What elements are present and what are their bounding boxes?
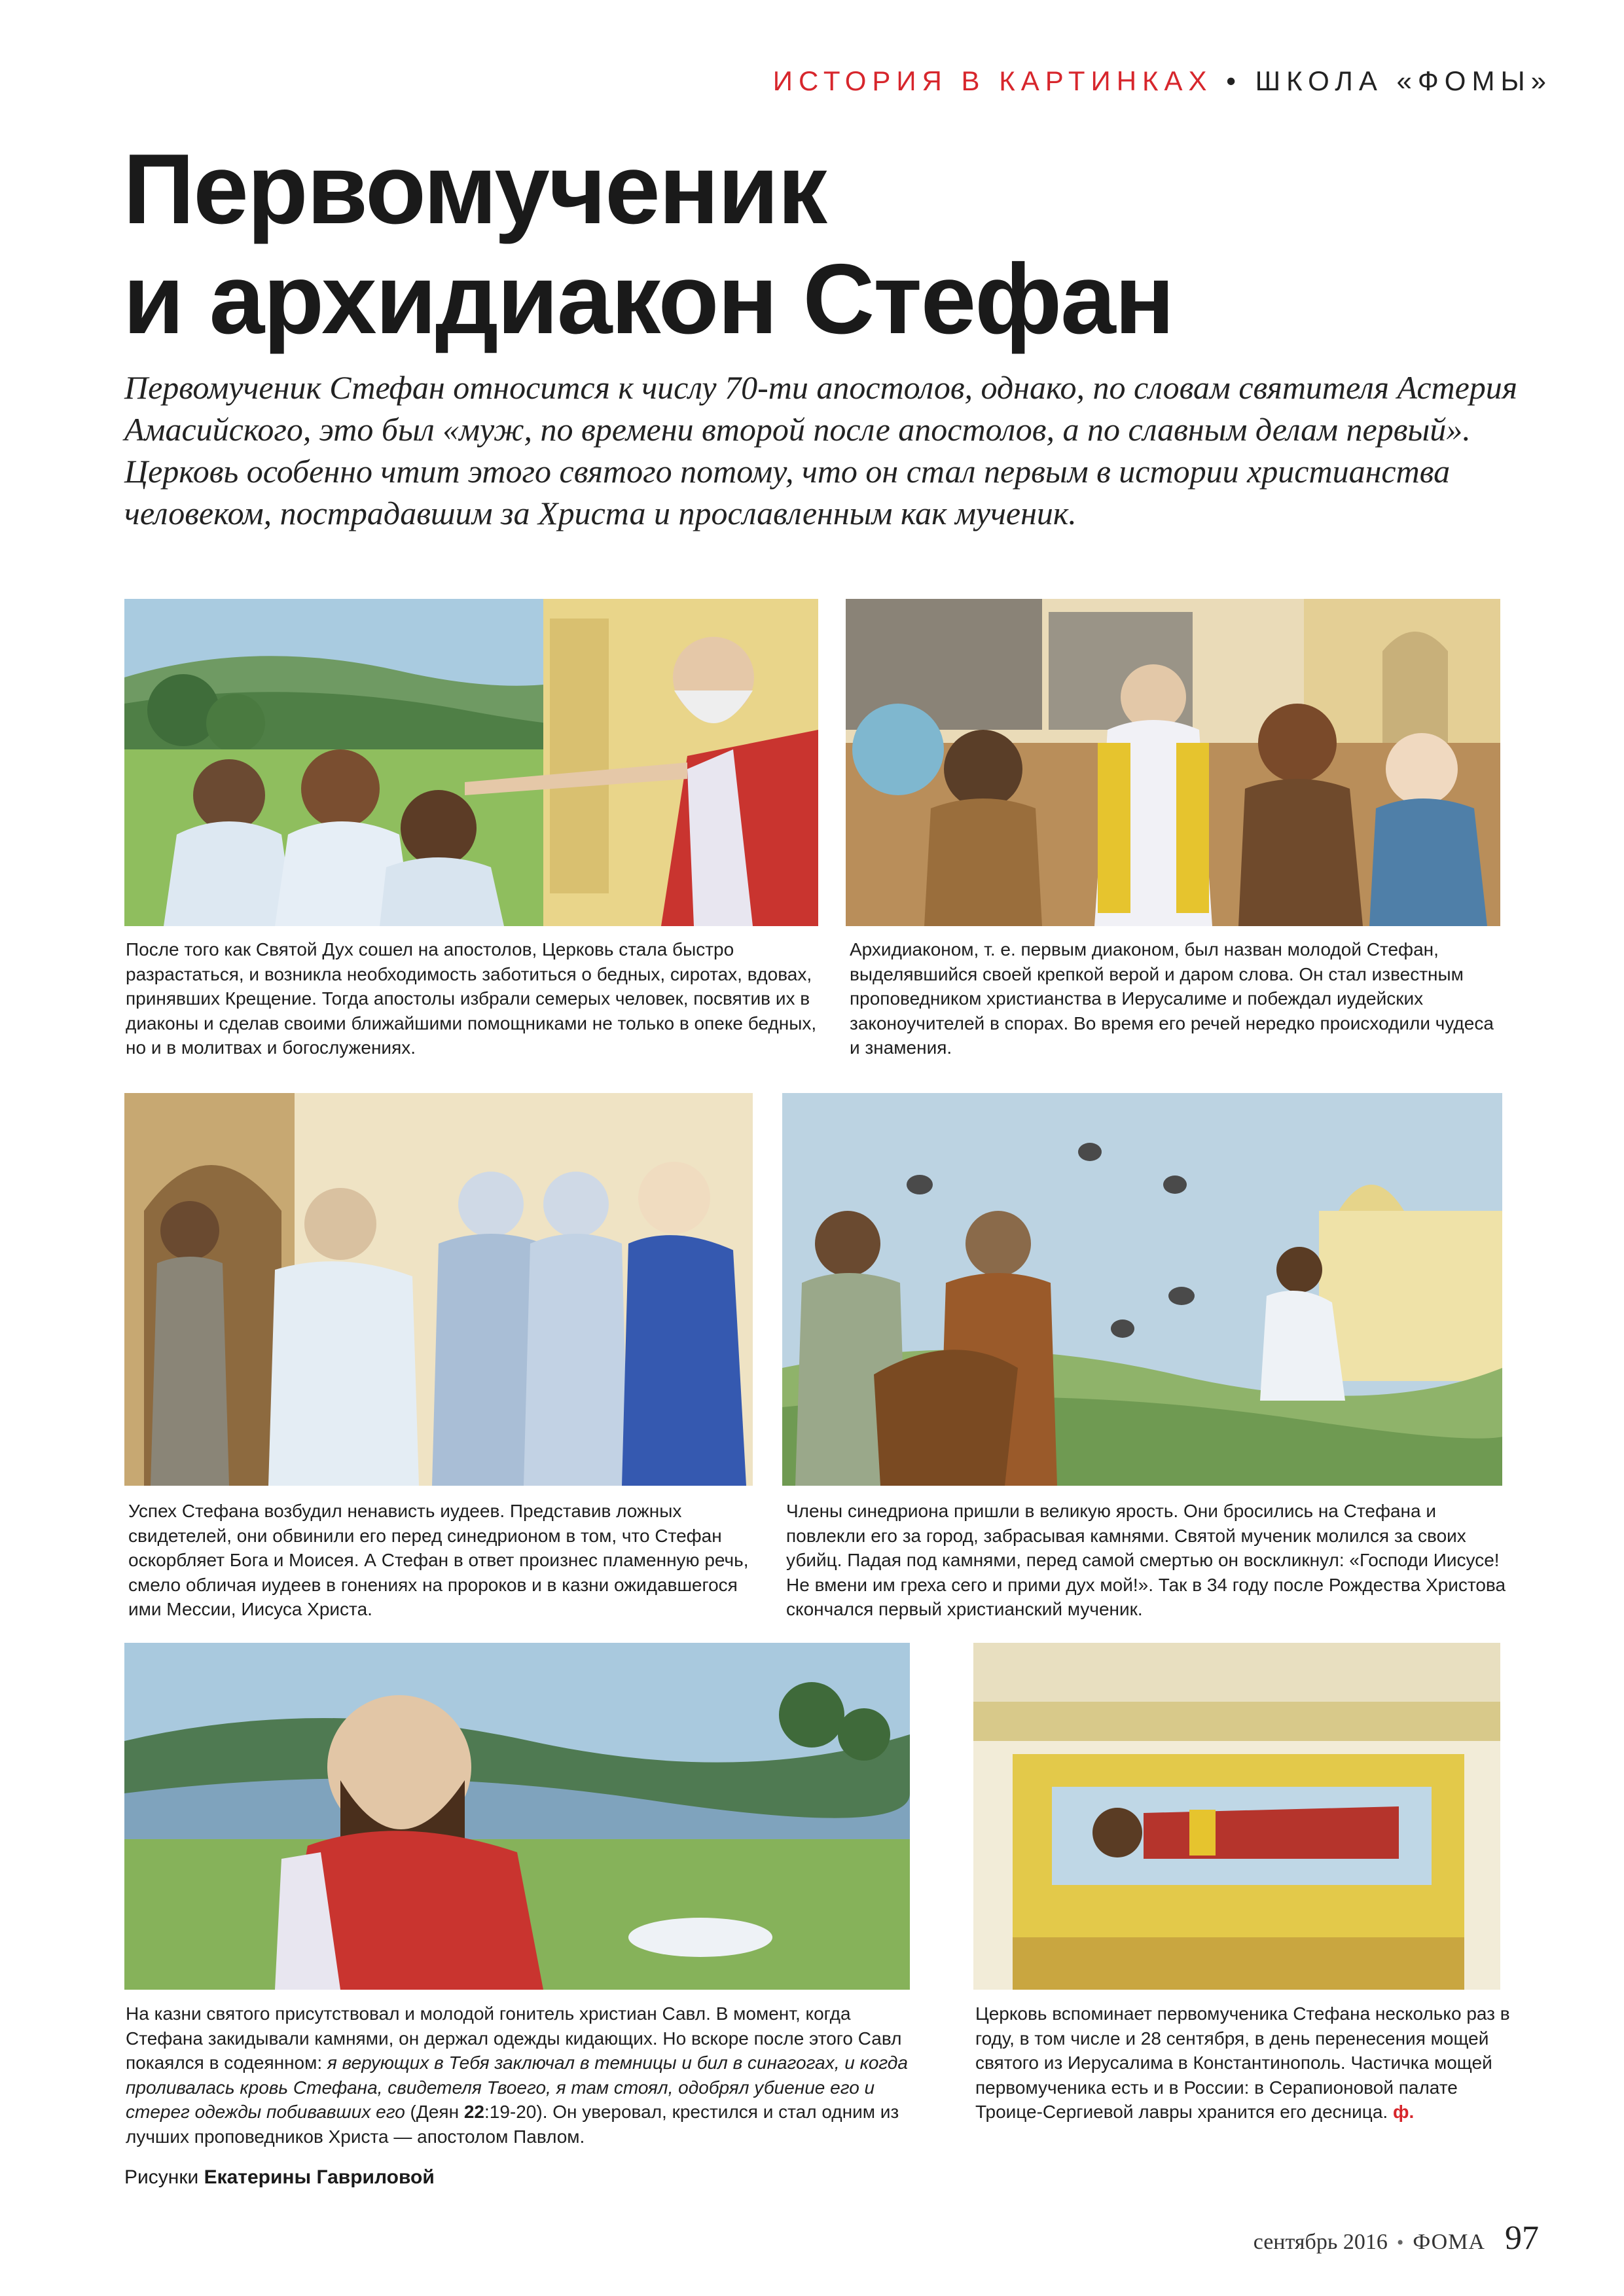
page-footer xyxy=(1254,2219,1539,2257)
footer-separator: • xyxy=(1396,2232,1404,2253)
caption-panel-5-ref-num: 22 xyxy=(463,2102,484,2122)
illustration-apostles-ordination xyxy=(124,599,818,926)
illustration-stephen-sanhedrin xyxy=(124,1093,753,1486)
rubric-main: ИСТОРИЯ В КАРТИНКАХ xyxy=(772,65,1213,96)
caption-panel-5-quote: я верующих в Тебя заключал в темницы и бил в синагогах, и когда проливалась кровь Стефана, свидетеля Твоего, я там стоял, одобрял убиение его и стерег одежды побивавших его xyxy=(126,2053,908,2122)
footer-magazine-name: ФОМА xyxy=(1413,2230,1485,2254)
illustration-stephen-preaching xyxy=(846,599,1500,926)
caption-panel-4: Члены синедриона пришли в великую ярость. Они бросились на Стефана и повлекли его за город, забрасывая камнями. Святой мученик молился за своих убийц. Падая под камнями, перед самой смертью он воскликнул: «Господи Иисусе! Не вмени им греха сего и прими дух мой!». Так в 34 году после Рождества Христова скончался первый христианский мученик. xyxy=(786,1501,1506,1619)
credit-name: Екатерины Гавриловой xyxy=(204,2166,435,2188)
credit-prefix: Рисунки xyxy=(124,2166,204,2188)
caption-panel-6-text: Церковь вспоминает первомученика Стефана несколько раз в году, в том числе и 28 сентября, в день перенесения мощей святого из Иерусалима в Константинополь. Частичка мощей первомученика есть и в России: в Серапионовой палате Троице-Сергиевой лавры хранится его десница. xyxy=(975,2003,1510,2122)
caption-panel-5 xyxy=(126,2001,924,2149)
section-rubric xyxy=(773,65,1552,97)
title-line-1: Первомученик xyxy=(123,134,826,245)
illustration-relics-reliquary xyxy=(973,1643,1500,1990)
rubric-separator: • xyxy=(1226,65,1242,96)
rubric-sub: ШКОЛА «ФОМЫ» xyxy=(1255,65,1552,96)
illustration-stoning xyxy=(782,1093,1502,1486)
illustration-saul xyxy=(124,1643,910,1990)
footer-date: сентябрь 2016 xyxy=(1253,2230,1388,2254)
page-title xyxy=(123,134,1530,354)
lead-paragraph: Первомученик Стефан относится к числу 70-ти апостолов, однако, по словам святителя Астерия Амасийского, это был «муж, по времени второй после апостолов, а по славным делам первый». Церковь особенно чтит этого святого потому, что он стал первым в истории христианства человеком, пострадавшим за Христа и прославленным как мученик. xyxy=(124,369,1518,531)
illustration-credit xyxy=(124,2166,435,2189)
caption-panel-5-ref-pre: (Деян xyxy=(405,2102,464,2122)
caption-panel-1: После того как Святой Дух сошел на апостолов, Церковь стала быстро разрастаться, и возникла необходимость заботиться о бедных, сиротах, вдовах, принявших Крещение. Тогда апостолы избрали семерых человек, посвятив их в диаконы и сделав своими ближайшими помощниками не только в опеке бедных, но и в молитвах и богослужениях. xyxy=(126,939,817,1058)
caption-panel-2: Архидиаконом, т. е. первым диаконом, был назван молодой Стефан, выделявшийся своей крепкой верой и даром слова. Он стал известным проповедником христианства в Иерусалиме и побеждал иудейских законоучителей в спорах. Во время его речей нередко происходили чудеса и знамения. xyxy=(850,939,1494,1058)
caption-panel-6 xyxy=(975,2001,1519,2125)
page-number: 97 xyxy=(1505,2219,1539,2257)
title-line-2: и архидиакон Стефан xyxy=(123,243,1174,355)
caption-panel-5-ref-post: :19-20). Он уверовал, крестился и стал одним из лучших проповедников Христа — апостолом Павлом. xyxy=(126,2102,899,2147)
caption-panel-3: Успех Стефана возбудил ненависть иудеев. Представив ложных свидетелей, они обвинили его перед синедрионом в том, что Стефан оскорбляет Бога и Моисея. А Стефан в ответ произнес пламенную речь, смело обличая иудеев в гонениях на пророков и в казни ожидавшегося ими Мессии, Иисуса Христа. xyxy=(128,1501,749,1619)
end-mark-logo: ф. xyxy=(1392,2102,1415,2122)
caption-panel-5-text: На казни святого присутствовал и молодой гонитель христиан Савл. В момент, когда Стефана закидывали камнями, он держал одежды кидающих. Но вскоре после этого Савл покаялся в содеянном: xyxy=(126,2003,902,2073)
